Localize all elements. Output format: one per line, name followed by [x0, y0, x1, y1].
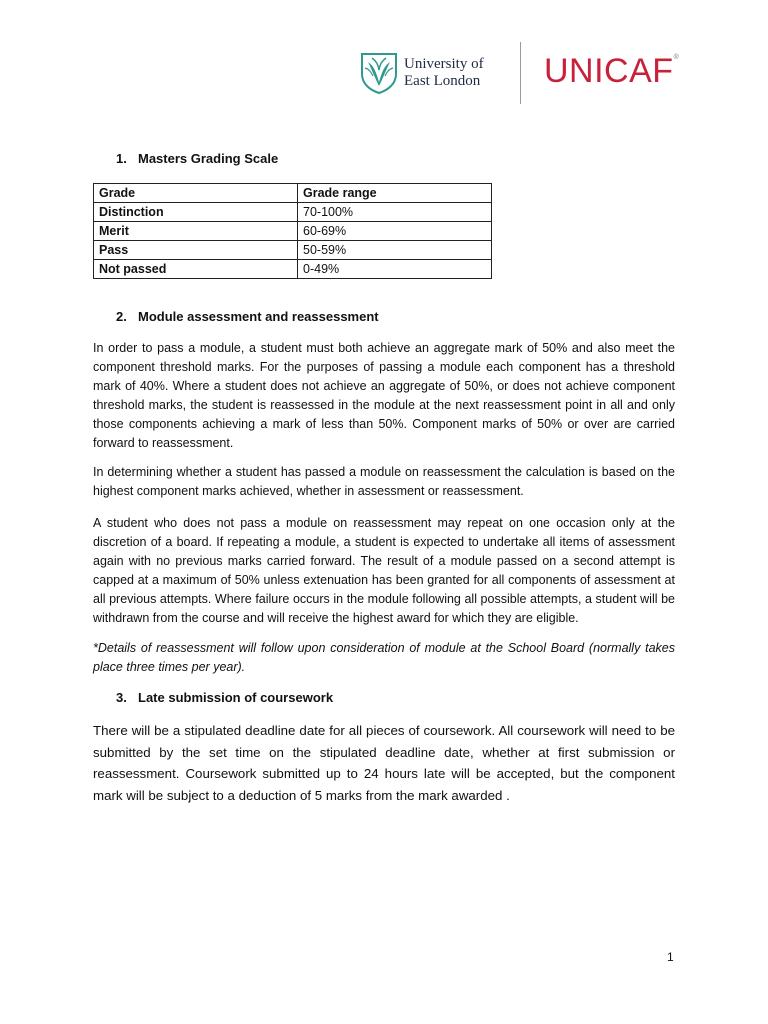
grade-cell: Merit [94, 222, 298, 241]
unicaf-logo-text: UNICAF [544, 52, 674, 90]
header-logos [360, 40, 690, 106]
uel-logo-line2: East London [404, 73, 481, 89]
section-title: Masters Grading Scale [138, 151, 279, 166]
table-row [94, 222, 492, 241]
section-3-heading [116, 690, 333, 705]
table-header-cell: Grade [94, 184, 298, 203]
grade-range-cell: 50-59% [298, 241, 492, 260]
paragraph: In determining whether a student has passed a module on reassessment the calculation is based on the highest component marks achieved, whether in assessment or reassessment. [93, 465, 675, 498]
section-number: 3. [116, 690, 127, 705]
section-number: 1. [116, 151, 127, 166]
grading-scale-table [93, 183, 492, 279]
uel-logo-line1: University of [404, 56, 484, 72]
paragraph: A student who does not pass a module on reassessment may repeat on one occasion only at the discretion of a board. If repeating a module, a student is expected to undertake all items of assessment again with no previous marks carried forward. The result of a module passed on a second attempt is capped at a maximum of 50% unless extenuation has been granted for all components of assessment at all previous attempts. Where failure occurs in the module following all possible attempts, a student will be withdrawn from the course and will receive the highest award for which they are eligible. [93, 516, 675, 625]
page-number: 1 [667, 950, 674, 964]
registered-mark: ® [673, 54, 680, 61]
section-number: 2. [116, 309, 127, 324]
grade-range-cell: 60-69% [298, 222, 492, 241]
section-title: Late submission of coursework [138, 690, 334, 705]
uel-logo-text [404, 56, 484, 90]
section-title: Module assessment and reassessment [138, 309, 379, 324]
grade-range-cell: 0-49% [298, 260, 492, 279]
logo-divider [520, 42, 521, 104]
grade-cell: Not passed [94, 260, 298, 279]
table-row [94, 203, 492, 222]
grade-cell: Pass [94, 241, 298, 260]
reassessment-note: *Details of reassessment will follow upon consideration of module at the School Board (normally takes place three times per year). [93, 641, 675, 674]
paragraph: There will be a stipulated deadline date for all pieces of coursework. All coursework will need to be submitted by the set time on the stipulated deadline date, whether at first submission or reassessment. Coursework submitted up to 24 hours late will be accepted, but the component mark will be subject to a deduction of 5 marks from the mark awarded . [93, 723, 675, 803]
grade-cell: Distinction [94, 203, 298, 222]
unicaf-logo [544, 52, 679, 91]
table-header-row [94, 184, 492, 203]
section-2-heading [116, 309, 379, 324]
table-row [94, 241, 492, 260]
uel-crest-icon [360, 52, 398, 94]
paragraph: In order to pass a module, a student must both achieve an aggregate mark of 50% and also meet the component threshold marks. For the purposes of passing a module each component has a threshold mark of 40%. Where a student does not achieve an aggregate of 50%, or does not achieve component threshold marks, the student is reassessed in the module at the next reassessment point in all and only those components achieving a mark of less than 50%. Component marks of 50% or over are carried forward to reassessment. [93, 341, 675, 450]
table-header-cell: Grade range [298, 184, 492, 203]
grade-range-cell: 70-100% [298, 203, 492, 222]
table-row [94, 260, 492, 279]
section-1-heading [116, 151, 278, 166]
